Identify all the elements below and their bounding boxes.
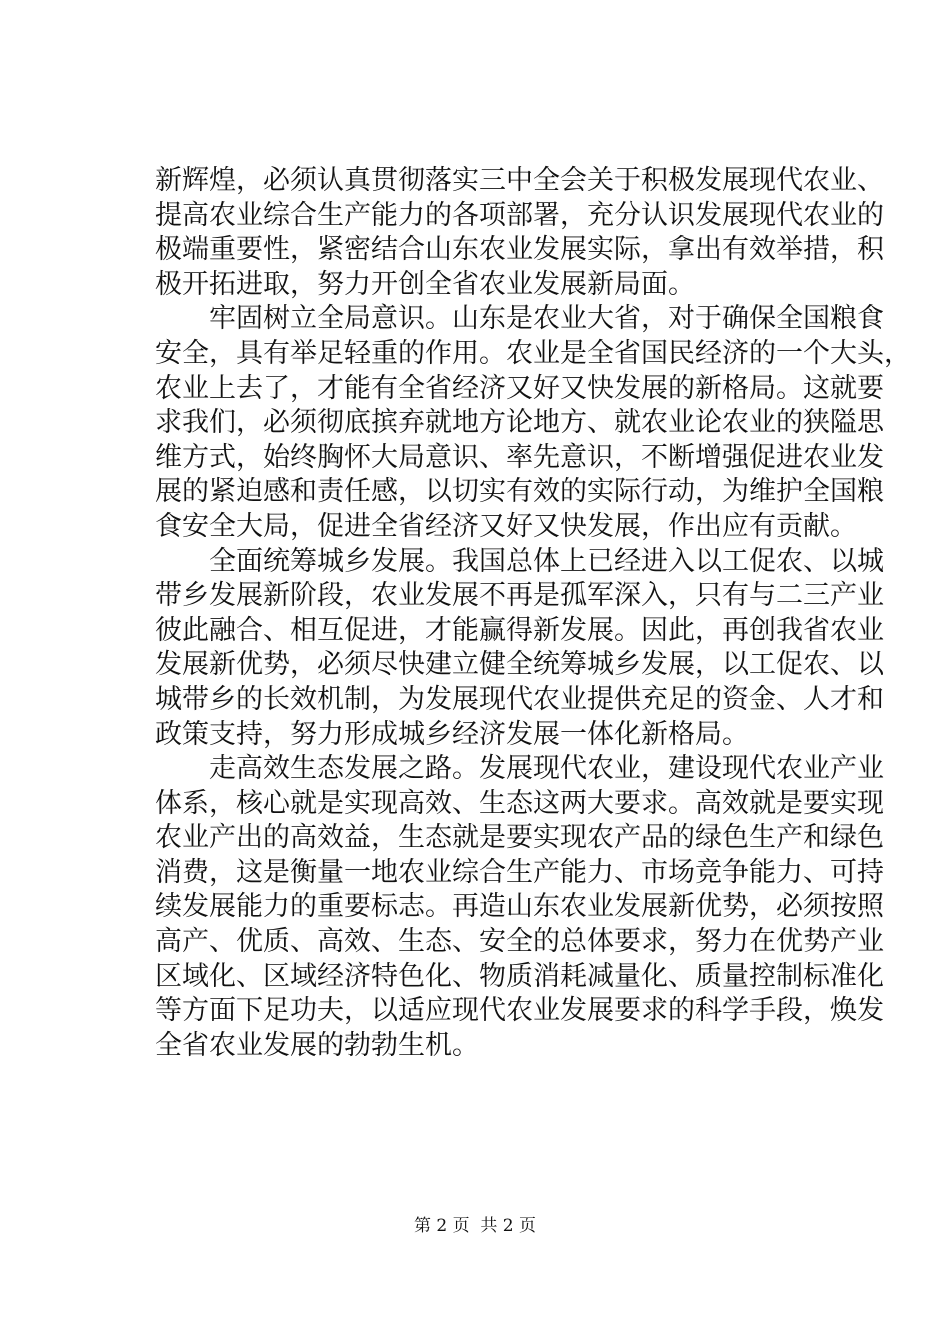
text-line: 续发展能力的重要标志。再造山东农业发展新优势，必须按照 <box>155 891 884 923</box>
text-line: 极开拓进取，努力开创全省农业发展新局面。 <box>155 268 695 300</box>
text-line: 全省农业发展的勃勃生机。 <box>155 1029 479 1061</box>
page-footer: 第 2 页 共 2 页 <box>413 1216 537 1236</box>
text-line: 彼此融合、相互促进，才能赢得新发展。因此，再创我省农业 <box>155 614 884 646</box>
text-line: 等方面下足功夫，以适应现代农业发展要求的科学手段，焕发 <box>155 995 884 1027</box>
text-line: 提高农业综合生产能力的各项部署，充分认识发展现代农业的 <box>155 199 884 231</box>
text-line: 牢固树立全局意识。山东是农业大省，对于确保全国粮食 <box>209 303 884 335</box>
text-line: 城带乡的长效机制，为发展现代农业提供充足的资金、人才和 <box>155 683 884 715</box>
text-line: 极端重要性，紧密结合山东农业发展实际，拿出有效举措，积 <box>155 234 884 266</box>
text-line: 走高效生态发展之路。发展现代农业，建设现代农业产业 <box>209 753 884 785</box>
document-body <box>155 164 911 1063</box>
text-line: 政策支持，努力形成城乡经济发展一体化新格局。 <box>155 718 749 750</box>
text-line: 农业上去了，才能有全省经济又好又快发展的新格局。这就要 <box>155 372 884 404</box>
text-line: 区域化、区域经济特色化、物质消耗减量化、质量控制标准化 <box>155 960 884 992</box>
text-line: 安全，具有举足轻重的作用。农业是全省国民经济的一个大头， <box>155 337 911 369</box>
text-line: 维方式，始终胸怀大局意识、率先意识，不断增强促进农业发 <box>155 441 884 473</box>
text-line: 全面统筹城乡发展。我国总体上已经进入以工促农、以城 <box>209 545 884 577</box>
text-line: 农业产出的高效益，生态就是要实现农产品的绿色生产和绿色 <box>155 822 884 854</box>
text-line: 新辉煌，必须认真贯彻落实三中全会关于积极发展现代农业、 <box>155 165 884 196</box>
text-line: 带乡发展新阶段，农业发展不再是孤军深入，只有与二三产业 <box>155 580 884 612</box>
text-line: 求我们，必须彻底摈弃就地方论地方、就农业论农业的狭隘思 <box>155 407 884 439</box>
text-line: 食安全大局，促进全省经济又好又快发展，作出应有贡献。 <box>155 510 857 542</box>
text-line: 发展新优势，必须尽快建立健全统筹城乡发展，以工促农、以 <box>155 649 884 681</box>
text-line: 体系，核心就是实现高效、生态这两大要求。高效就是要实现 <box>155 787 884 819</box>
text-line: 高产、优质、高效、生态、安全的总体要求，努力在优势产业 <box>155 926 884 958</box>
text-line: 消费，这是衡量一地农业综合生产能力、市场竞争能力、可持 <box>155 856 884 888</box>
text-line: 展的紧迫感和责任感，以切实有效的实际行动，为维护全国粮 <box>155 476 884 508</box>
